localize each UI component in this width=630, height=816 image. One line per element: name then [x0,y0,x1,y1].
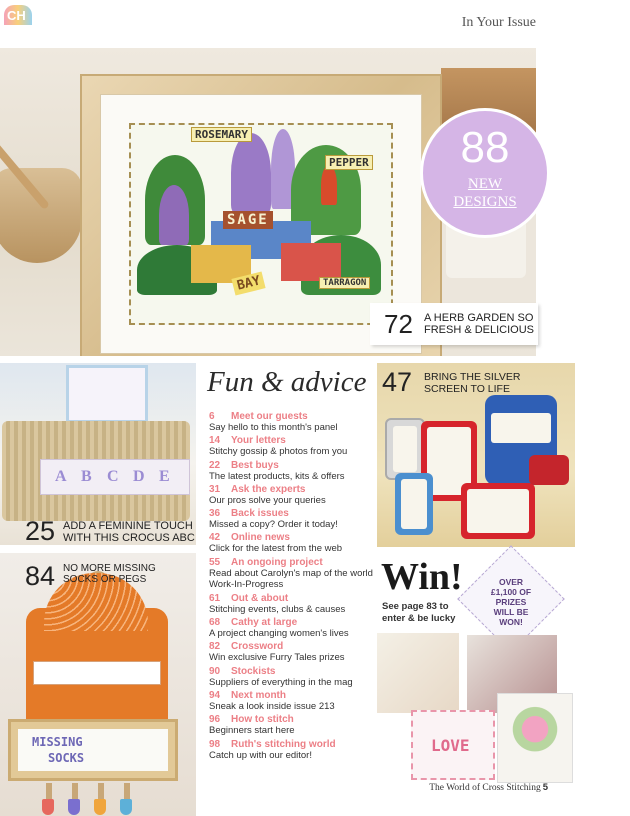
crocus-caption-line1: ADD A FEMININE TOUCH [63,520,193,532]
crocus-letter: C [107,468,119,485]
toc-item[interactable] [209,435,381,459]
sock-charm [120,799,132,815]
screen-caption-line1: BRING THE SILVER [424,371,521,383]
toc-title: Ask the experts [231,483,306,495]
contents-list [209,411,381,763]
screen-caption-line2: SCREEN TO LIFE [424,383,510,395]
toc-desc: Win exclusive Furry Tales prizes [209,652,345,664]
rosemary-label: ROSEMARY [191,127,252,142]
sage-label: SAGE [223,211,273,229]
love-word: LOVE [431,736,470,755]
crocus-alphabet-band [40,459,190,495]
toc-desc: Sneak a look inside issue 213 [209,700,335,712]
socks-caption-line1: NO MORE MISSING [63,563,156,574]
toc-item[interactable] [209,617,381,641]
ticket [529,455,569,485]
prize-line: WILL BE [493,607,529,617]
crocus-page-number: 25 [25,516,56,546]
toc-desc: Beginners start here [209,725,295,737]
badge-text-line2: DESIGNS [453,194,517,210]
birthday-card [461,483,535,539]
toc-desc: A project changing women's lives [209,628,349,640]
tarragon-label: TARRAGON [319,277,370,289]
toc-item[interactable] [209,508,381,532]
prize-love-sampler [411,710,495,780]
toc-desc: Stitchy gossip & photos from you [209,446,348,458]
toc-page: 36 [209,508,221,520]
toc-page: 31 [209,483,221,495]
lavender-sprig [159,185,189,245]
toc-title: How to stitch [231,714,294,726]
toc-title: Out & about [231,592,289,604]
toc-page: 96 [209,714,221,726]
logo-text: CH [7,8,26,23]
toc-item[interactable] [209,532,381,556]
sock-frame-mount [18,729,168,771]
toc-page: 22 [209,459,221,471]
toc-item[interactable] [209,714,381,738]
toc-desc: Stitching events, clubs & causes [209,603,346,615]
crocus-letter: A [55,468,67,485]
prize-line: PRIZES [495,597,527,607]
toc-title: Best buys [231,459,279,471]
toc-desc: The latest products, kits & offers [209,470,345,482]
page-number: 5 [542,782,548,793]
win-section[interactable] [377,555,575,795]
herb-caption-line2: FRESH & DELICIOUS [424,324,535,336]
toc-desc: Missed a copy? Order it today! [209,519,338,531]
bay-label: BAY [231,271,266,295]
missing-socks-frame [8,719,178,781]
toc-page: 98 [209,738,221,750]
toc-title: Online news [231,532,290,544]
toc-title: Ruth's stitching world [231,738,336,750]
section-title: In Your Issue [461,15,536,30]
toc-item[interactable] [209,411,381,435]
stitched-strip [33,661,161,685]
sock-charm [68,799,80,815]
toc-page: 14 [209,435,221,447]
oscar-tag [395,473,433,535]
toc-item[interactable] [209,484,381,508]
crocus-card [66,365,148,423]
toc-title: Next month [231,689,286,701]
crocus-letter: B [81,468,92,485]
sock-charm [94,799,106,815]
toc-page: 61 [209,592,221,604]
toc-desc: Our pros solve your queries [209,494,326,506]
toc-desc: Catch up with our editor! [209,749,312,761]
prize-fan-kit [377,633,459,713]
herb-cross-stitch [129,123,393,325]
toc-page: 94 [209,689,221,701]
red-pepper [321,165,337,205]
toc-item[interactable] [209,641,381,665]
pepper-label: PEPPER [325,155,373,170]
crocus-letter: D [133,468,145,485]
toc-page: 82 [209,641,221,653]
herb-garden-caption[interactable] [370,303,538,345]
toc-title: Your letters [231,435,286,447]
screen-page-number: 47 [382,367,413,397]
prize-line: OVER [498,577,524,587]
toc-item[interactable] [209,460,381,484]
socks-page-number: 84 [25,561,56,591]
vip-tag [385,418,425,480]
wooden-bowl [0,168,82,263]
toc-title: Back issues [231,508,289,520]
toc-title: An ongoing project [231,556,323,568]
badge-text-line1: NEW [467,176,503,192]
toc-desc: Click for the latest from the web [209,543,343,555]
toc-page: 68 [209,617,221,629]
site-logo [4,5,78,25]
toc-title: Cathy at large [231,617,298,629]
toc-item[interactable] [209,593,381,617]
toc-page: 55 [209,556,221,568]
herb-page-number: 72 [384,309,413,339]
toc-page: 90 [209,665,221,677]
socks-word: SOCKS [48,751,85,765]
pot [281,243,341,281]
toc-desc: Read about Carolyn's map of the world Work-In-Progress [209,567,373,590]
win-subtitle: See page 83 to enter & be lucky [382,601,456,624]
toc-page: 6 [209,411,215,422]
peg-bag-photo [0,553,196,816]
crocus-caption-line2: WITH THIS CROCUS ABC [63,532,195,544]
missing-word: MISSING [32,735,83,749]
prize-badge-text [473,577,549,627]
sock-charm [42,799,54,815]
toc-desc: Say hello to this month's panel [209,422,338,433]
win-title: Win! [381,556,463,598]
fun-advice-heading: Fun & advice [207,366,367,398]
prize-tree-picture [497,693,573,783]
crocus-letter: E [159,468,170,485]
toc-title: Meet our guests [231,411,308,422]
prize-line: WON! [499,617,523,627]
toc-title: Stockists [231,665,276,677]
socks-caption-line2: SOCKS OR PEGS [63,574,147,585]
toc-item[interactable] [209,690,381,714]
herb-caption-line1: A HERB GARDEN SO [424,312,534,324]
toc-item[interactable] [209,557,381,593]
toc-desc: Suppliers of everything in the mag [209,676,353,688]
toc-page: 42 [209,532,221,544]
page-footer [429,782,548,793]
prize-line: £1,100 OF [490,587,532,597]
magazine-name: The World of Cross Stitching [429,783,541,793]
badge-number: 88 [460,123,510,172]
new-designs-badge [420,108,550,238]
toc-item[interactable] [209,666,381,690]
lavender-sprig [231,133,271,213]
toc-item[interactable] [209,739,381,763]
toc-title: Crossword [231,641,284,653]
